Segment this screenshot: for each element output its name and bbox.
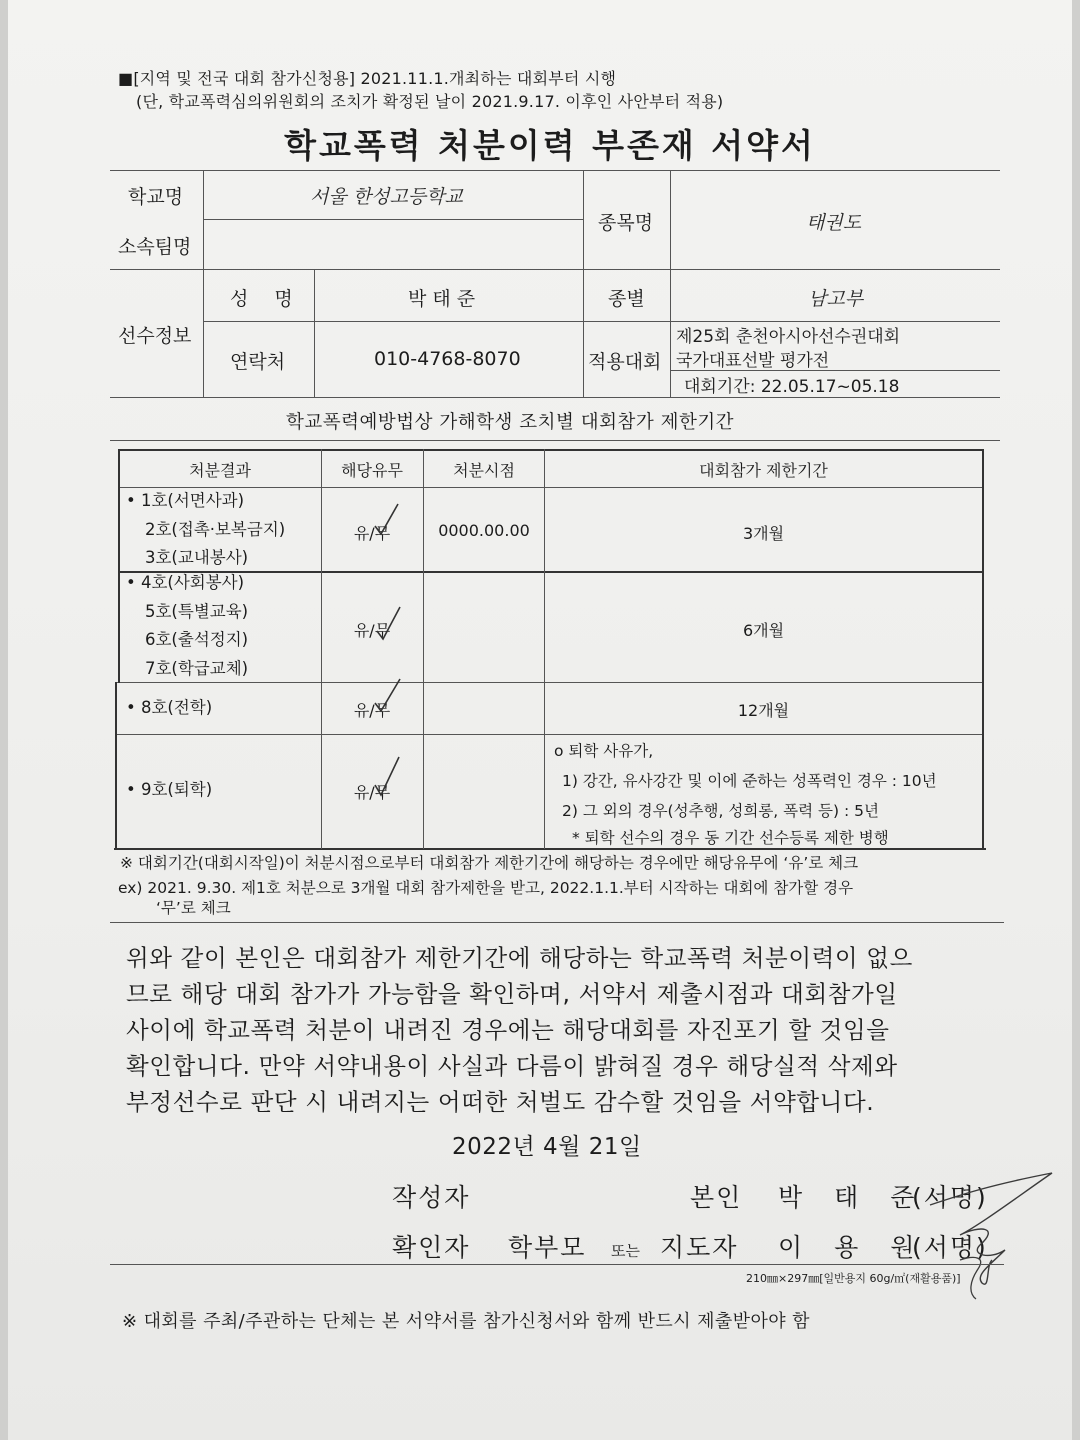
notice [118,67,723,113]
note-1: ※ 대회기간(대회시작일)이 처분시점으로부터 대회참가 제한기간에 해당하는 경우에만 해당유무에 ‘유’로 체크 [120,854,859,872]
document-title: 학교폭력 처분이력 부존재 서약서 [284,126,816,165]
notice-line-2: (단, 학교폭력심의위원회의 조치가 확정된 날이 2021.9.17. 이후인 사안부터 적용) [136,92,724,111]
restriction-table-border [118,449,984,451]
writer-name: 박 태 준 [778,1183,927,1212]
pledge-line: 확인합니다. 만약 서약내용이 사실과 다름이 밝혀질 경우 해당실적 삭제와 [126,1052,898,1080]
row1-applicable: 유/무 [353,524,391,543]
confirmer-role-coach: 지도자 [660,1233,739,1262]
name-value: 박 태 준 [408,288,476,310]
event-line-2: 국가대표선발 평가전 [676,351,830,371]
row2-result [126,569,248,683]
result-item: • 9호(퇴학) [126,780,213,799]
row1-result [126,487,285,573]
check-mark-icon [374,605,404,645]
confirmer-or: 또는 [611,1242,640,1260]
result-item: • 1호(서면사과) [126,491,245,510]
col-header-period: 대회참가 제한기간 [699,461,828,480]
row3-period: 12개월 [737,701,790,720]
footer-note: ※ 대회를 주최/주관하는 단체는 본 서약서를 참가신청서와 함께 반드시 제출받아야 함 [122,1311,810,1332]
period-line: * 퇴학 선수의 경우 동 기간 선수등록 제한 병행 [572,829,889,847]
result-item: • 8호(전학) [126,698,213,717]
row1-period: 3개월 [742,524,785,543]
signature-divider [110,1264,1004,1265]
note-3: ‘무’로 체크 [156,899,231,917]
note-2: ex) 2021. 9.30. 제1호 처분으로 3개월 대회 참가제한을 받고, 2022.1.1.부터 시작하는 대회에 참가할 경우 [118,879,854,897]
restriction-table-border [982,449,984,849]
sport-label: 종목명 [598,212,654,234]
period-line: 1) 강간, 유사강간 및 이에 준하는 성폭력인 경우 : 10년 [562,772,937,790]
event-label: 적용대회 [588,351,662,373]
confirmer-role-parent: 학부모 [508,1233,587,1262]
check-mark-icon [372,677,402,717]
school-label: 학교명 [128,186,184,208]
pledge-date: 2022년 4월 21일 [452,1134,642,1160]
row4-result [126,776,212,805]
info-divider [203,170,204,397]
result-item: 2호(접촉·보복금지) [145,519,286,539]
period-line: o 퇴학 사유가, [554,742,654,760]
info-divider [110,269,1000,270]
restriction-table-border [115,682,117,849]
check-mark-icon [372,755,402,800]
player-info-label: 선수정보 [118,325,192,347]
row1-date: 0000.00.00 [438,521,530,540]
school-value: 서울 한성고등학교 [310,186,463,208]
row2-period: 6개월 [742,621,785,640]
confirmer-sign: (서명) [912,1233,988,1262]
row4-period [554,736,937,850]
pledge-text [126,940,996,1120]
team-label: 소속팀명 [118,236,192,258]
info-divider [110,397,1000,398]
col-header-date: 처분시점 [453,461,515,480]
writer-label: 작성자 [392,1183,471,1212]
row3-applicable: 유/무 [353,701,391,720]
note-divider [110,922,1004,923]
notice-line-1: ■[지역 및 전국 대회 참가신청용] 2021.11.1.개최하는 대회부터 시행 [118,69,617,88]
info-divider [583,170,584,397]
info-divider [314,269,315,397]
restriction-heading: 학교폭력예방법상 가해학생 조치별 대회참가 제한기간 [286,412,735,433]
row2-applicable: 유/무 [353,621,391,640]
result-item: 6호(출석정지) [145,630,249,649]
result-item: 7호(학급교체) [145,658,249,678]
contact-label: 연락처 [230,351,286,373]
confirmer-label: 확인자 [392,1233,471,1262]
confirmer-name: 이 용 원 [778,1233,927,1262]
category-label: 종별 [608,288,645,310]
info-table-top-border [110,170,1000,171]
name-label: 성 명 [230,288,303,310]
info-divider [670,170,671,397]
col-header-result: 처분결과 [189,461,251,480]
event-line-1: 제25회 춘천아시아선수권대회 [676,327,901,347]
pledge-line: 위와 같이 본인은 대회참가 제한기간에 해당하는 학교폭력 처분이력이 없으 [126,944,913,972]
result-item: 5호(특별교육) [145,601,249,621]
info-divider [110,440,1000,441]
category-value: 남고부 [808,288,864,310]
restriction-table-border [544,449,545,849]
pledge-line: 사이에 학교폭력 처분이 내려진 경우에는 해당대회를 자진포기 할 것임을 [126,1016,890,1044]
restriction-table-border [116,734,984,735]
row4-applicable: 유/무 [353,783,391,802]
result-item: • 4호(사회봉사) [126,573,245,592]
contact-value: 010-4768-8070 [374,348,521,370]
pledge-line: 부정선수로 판단 시 내려지는 어떠한 처벌도 감수할 것임을 서약합니다. [126,1088,875,1116]
event-line-3: 대회기간: 22.05.17~05.18 [684,377,900,397]
paper-spec: 210㎜×297㎜[일반용지 60g/㎡(재활용품)] [746,1272,961,1285]
col-header-applicable: 해당유무 [341,461,403,480]
row3-result [126,694,212,723]
writer-sign: (서명) [912,1183,988,1212]
restriction-table-border [118,449,120,683]
check-mark-icon [372,500,402,540]
info-divider [203,219,583,220]
pledge-line: 므로 해당 대회 참가가 가능함을 확인하며, 서약서 제출시점과 대회참가일 [126,980,898,1008]
writer-role: 본인 [690,1183,743,1212]
sport-value: 태권도 [806,212,862,234]
result-item: 3호(교내봉사) [145,548,249,567]
restriction-table-border [423,449,424,849]
period-line: 2) 그 외의 경우(성추행, 성희롱, 폭력 등) : 5년 [562,802,879,820]
